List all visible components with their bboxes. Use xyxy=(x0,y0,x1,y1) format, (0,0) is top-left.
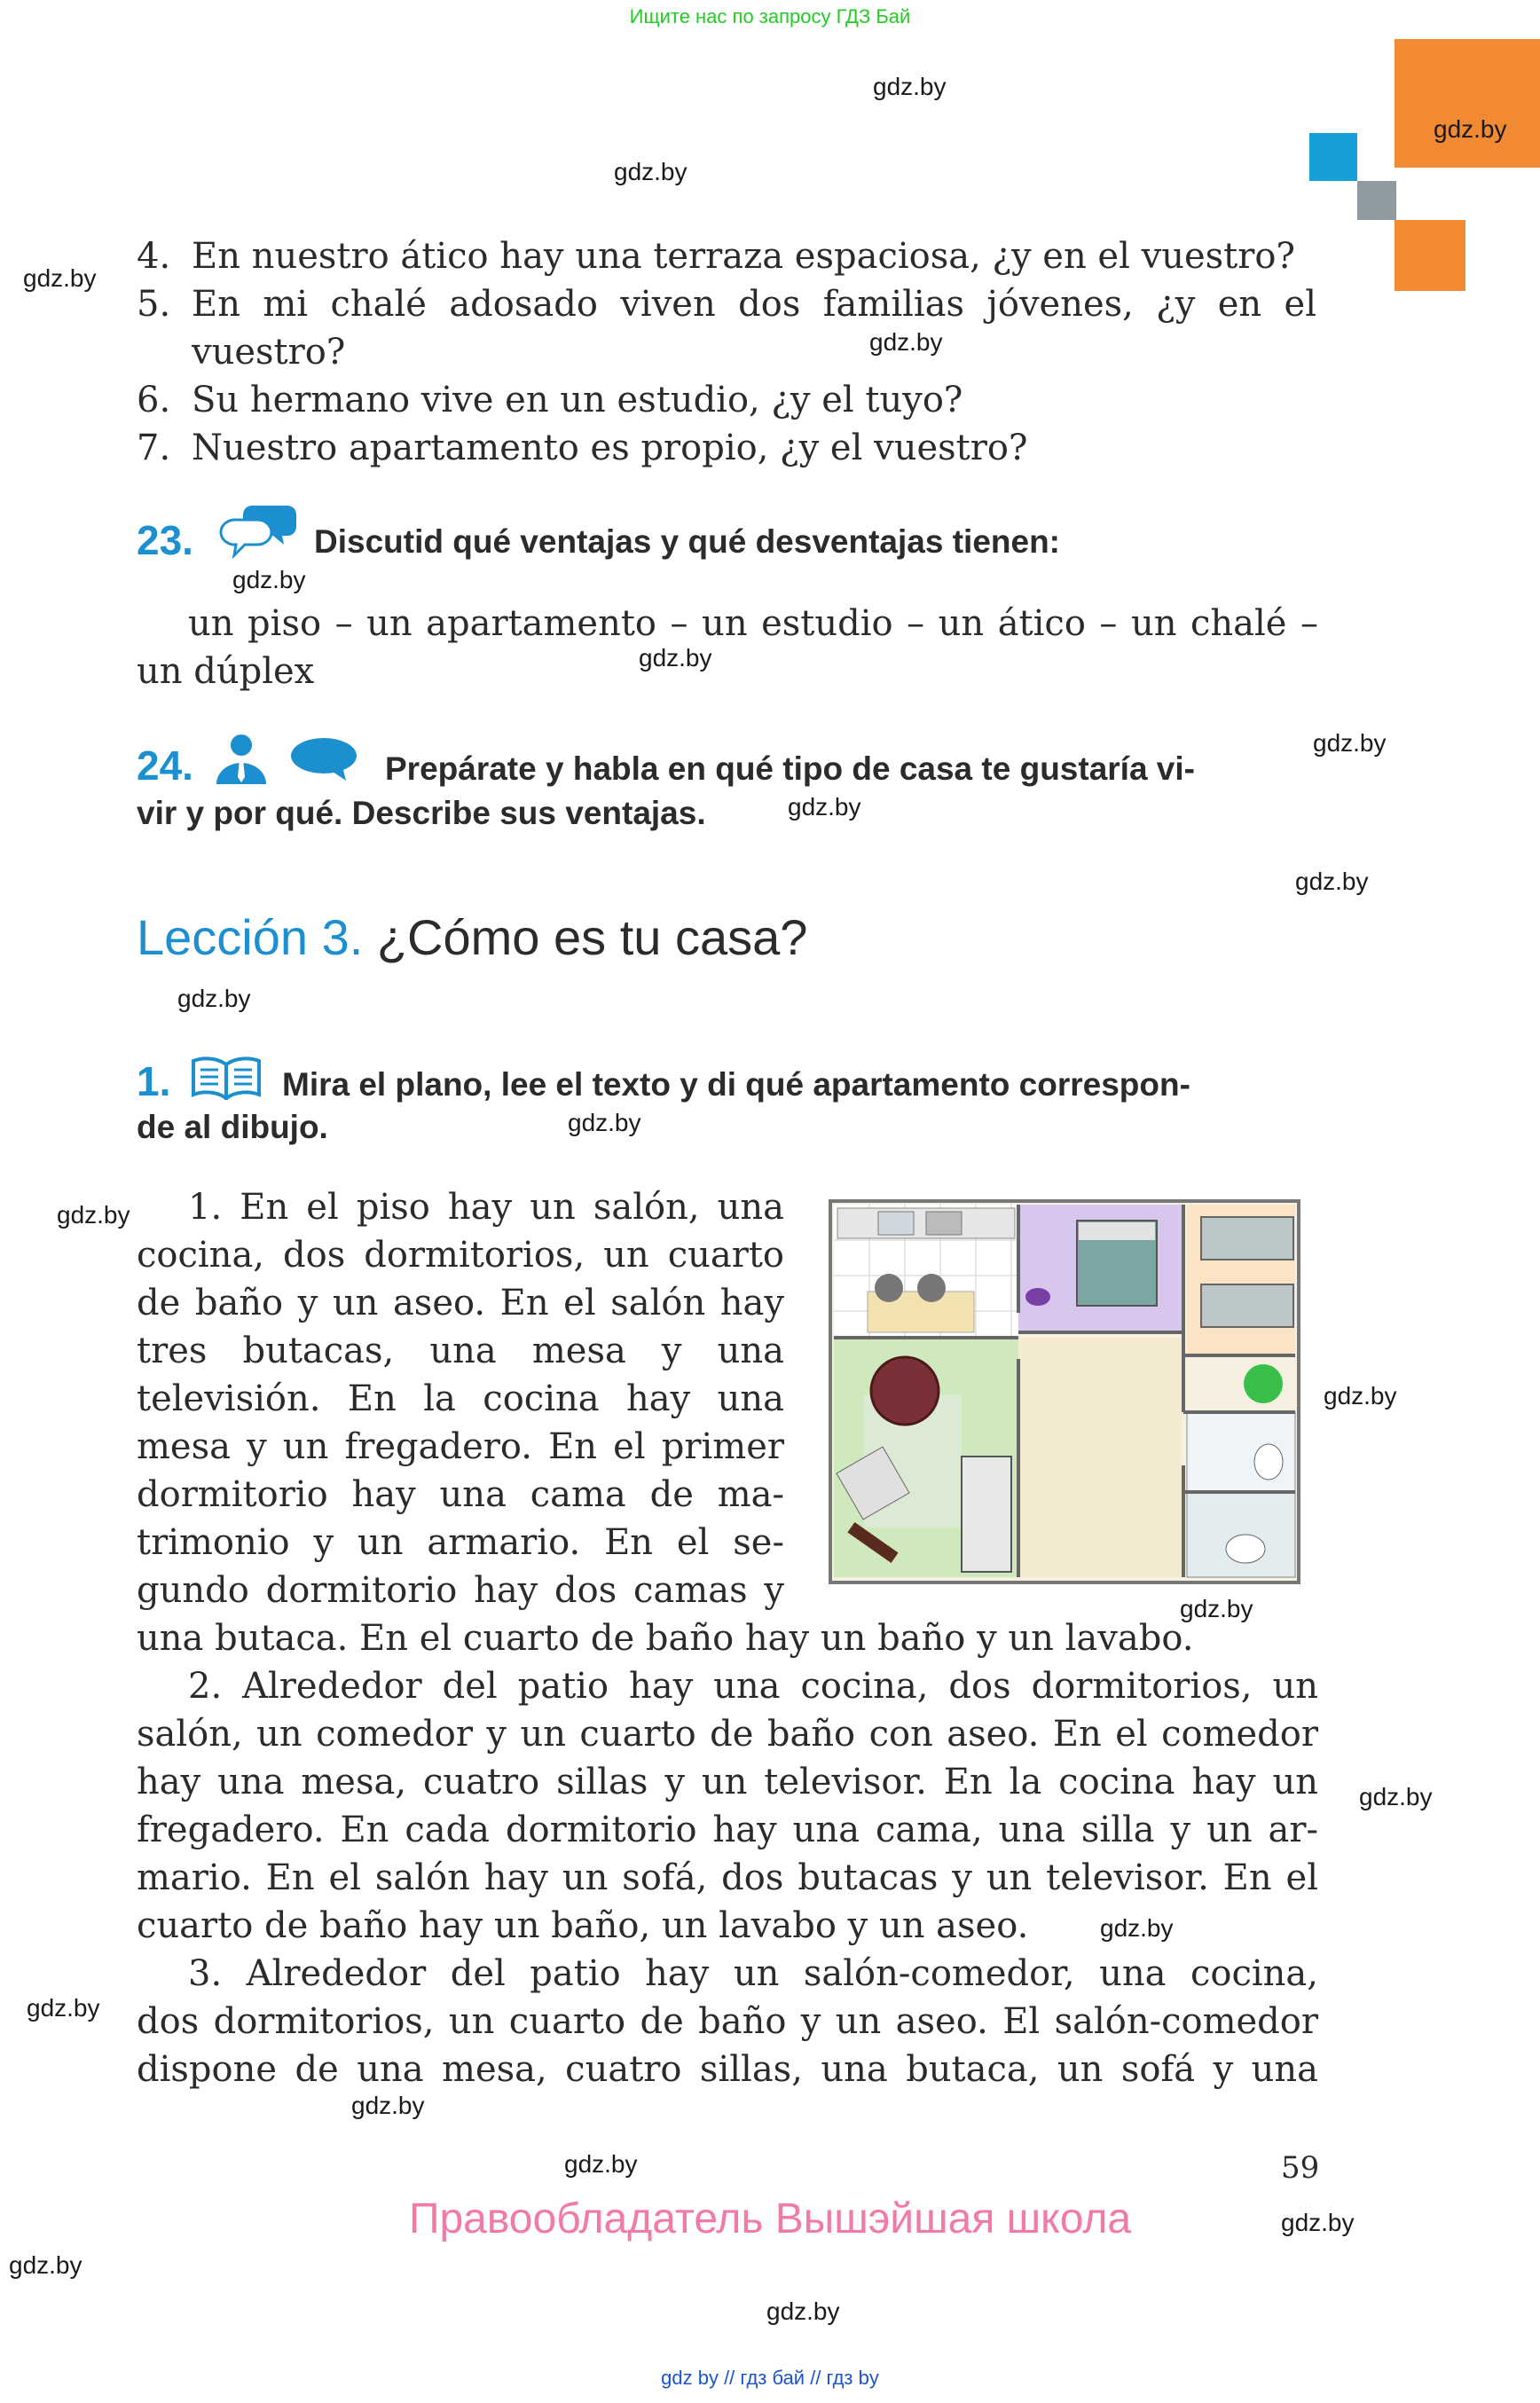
paragraph-line: una butaca. En el cuarto de baño hay un baño y un lavabo. xyxy=(137,1618,1194,1659)
footer-links: gdz by // гдз бай // гдз by xyxy=(661,2367,879,2389)
exercise-number: 1. xyxy=(137,1058,171,1104)
watermark: gdz.by xyxy=(57,1201,130,1229)
exercise-number: 24. xyxy=(137,742,193,789)
paragraph-line: trimonio y un armario. En el se- xyxy=(137,1522,784,1563)
list-item-text: Nuestro apartamento es propio, ¿y el vuestro? xyxy=(192,428,1028,468)
watermark: gdz.by xyxy=(1324,1382,1397,1410)
page-number: 59 xyxy=(1281,2150,1320,2186)
apartment-floor-plan-illustration xyxy=(829,1199,1300,1584)
watermark: gdz.by xyxy=(1100,1914,1174,1942)
paragraph-line: mario. En el salón hay un sofá, dos butacas y un televisor. En el xyxy=(137,1857,1318,1898)
paragraph-line: televisión. En la cocina hay una xyxy=(137,1378,784,1419)
watermark: gdz.by xyxy=(869,328,943,356)
watermark: gdz.by xyxy=(1295,868,1369,895)
list-item-number: 4. xyxy=(137,236,171,277)
decor-orange-square-small xyxy=(1395,220,1465,291)
list-item xyxy=(137,232,1316,280)
exercise-title: de al dibujo. xyxy=(137,1109,328,1145)
paragraph-line: hay una mesa, cuatro sillas y un televisor. En la cocina hay un xyxy=(137,1762,1318,1802)
list-item-text: En mi chalé adosado viven dos familias jóvenes, ¿y en el xyxy=(192,284,1316,325)
paragraph-line: tres butacas, una mesa y una xyxy=(137,1331,784,1371)
paragraph-line: 2. Alrededor del patio hay una cocina, dos dormitorios, un xyxy=(188,1666,1318,1707)
watermark: gdz.by xyxy=(788,793,861,821)
paragraph-line: dos dormitorios, un cuarto de baño y un aseo. El salón-comedor xyxy=(137,2001,1318,2042)
exercise-title: Mira el plano, lee el texto y di qué apartamento correspon- xyxy=(282,1066,1190,1103)
paragraph-line: fregadero. En cada dormitorio hay una cama, una silla y un ar- xyxy=(137,1810,1318,1850)
watermark: gdz.by xyxy=(9,2251,82,2279)
list-item xyxy=(137,328,1316,376)
lesson-label: Lección 3. xyxy=(137,909,364,965)
exercise-number: 23. xyxy=(137,517,193,563)
paragraph-line: 3. Alrededor del patio hay un salón-comedor, una cocina, xyxy=(188,1953,1318,1994)
exercise-text-line: un dúplex xyxy=(137,651,315,692)
lesson-title: ¿Cómo es tu casa? xyxy=(376,909,808,965)
speech-bubble-icon xyxy=(289,736,358,782)
list-item-number: 5. xyxy=(137,284,171,325)
paragraph-line: 1. En el piso hay un salón, una xyxy=(188,1187,784,1228)
speech-bubbles-icon xyxy=(216,502,298,564)
watermark: gdz.by xyxy=(766,2297,840,2325)
watermark: gdz.by xyxy=(564,2150,638,2178)
exercise-title: vir y por qué. Describe sus ventajas. xyxy=(137,795,706,831)
paragraph-line: mesa y un fregadero. En el primer xyxy=(137,1426,784,1467)
decor-gray-square xyxy=(1357,181,1396,220)
list-item-number: 6. xyxy=(137,380,171,420)
watermark: gdz.by xyxy=(351,2092,425,2119)
list-item xyxy=(137,376,1316,424)
watermark: gdz.by xyxy=(232,566,306,593)
watermark: gdz.by xyxy=(614,158,688,185)
exercise-text-line: un piso – un apartamento – un estudio – un ático – un chalé – xyxy=(188,603,1318,644)
open-book-icon xyxy=(190,1056,263,1100)
paragraph-line: cocina, dos dormitorios, un cuarto xyxy=(137,1235,784,1276)
header-note: Ищите нас по запросу ГДЗ Бай xyxy=(629,5,911,27)
list-item xyxy=(137,424,1316,472)
decor-orange-square-large xyxy=(1395,39,1540,168)
person-icon xyxy=(213,733,270,784)
watermark: gdz.by xyxy=(177,985,251,1012)
watermark: gdz.by xyxy=(23,264,97,292)
watermark: gdz.by xyxy=(1434,115,1507,143)
list-item-text: vuestro? xyxy=(192,332,346,373)
list-item xyxy=(137,280,1316,328)
paragraph-line: dormitorio hay una cama de ma- xyxy=(137,1474,784,1515)
list-item-text: Su hermano vive en un estudio, ¿y el tuyo? xyxy=(192,380,963,420)
paragraph-line: de baño y un aseo. En el salón hay xyxy=(137,1283,784,1323)
paragraph-line: salón, un comedor y un cuarto de baño con aseo. En el comedor xyxy=(137,1714,1318,1755)
watermark: gdz.by xyxy=(873,73,947,100)
lesson-heading xyxy=(137,908,807,966)
rights-holder-text: Правообладатель Вышэйшая школа xyxy=(408,2195,1132,2242)
watermark: gdz.by xyxy=(639,644,712,671)
paragraph-line: cuarto de baño hay un baño, un lavabo y un aseo. xyxy=(137,1905,1029,1946)
decor-cyan-square xyxy=(1309,133,1357,181)
watermark: gdz.by xyxy=(1180,1595,1253,1622)
exercise-title: Discutid qué ventajas y qué desventajas tienen: xyxy=(314,523,1060,560)
list-item-text: En nuestro ático hay una terraza espaciosa, ¿y en el vuestro? xyxy=(192,236,1295,277)
watermark: gdz.by xyxy=(568,1109,641,1136)
paragraph-line: gundo dormitorio hay dos camas y xyxy=(137,1570,784,1611)
watermark: gdz.by xyxy=(1313,729,1387,757)
watermark: gdz.by xyxy=(1359,1783,1433,1810)
exercise-title: Prepárate y habla en qué tipo de casa te gustaría vi- xyxy=(385,750,1195,787)
paragraph-line: dispone de una mesa, cuatro sillas, una butaca, un sofá y una xyxy=(137,2049,1318,2090)
watermark: gdz.by xyxy=(1281,2209,1355,2236)
watermark: gdz.by xyxy=(27,1994,100,2022)
list-item-number: 7. xyxy=(137,428,171,468)
